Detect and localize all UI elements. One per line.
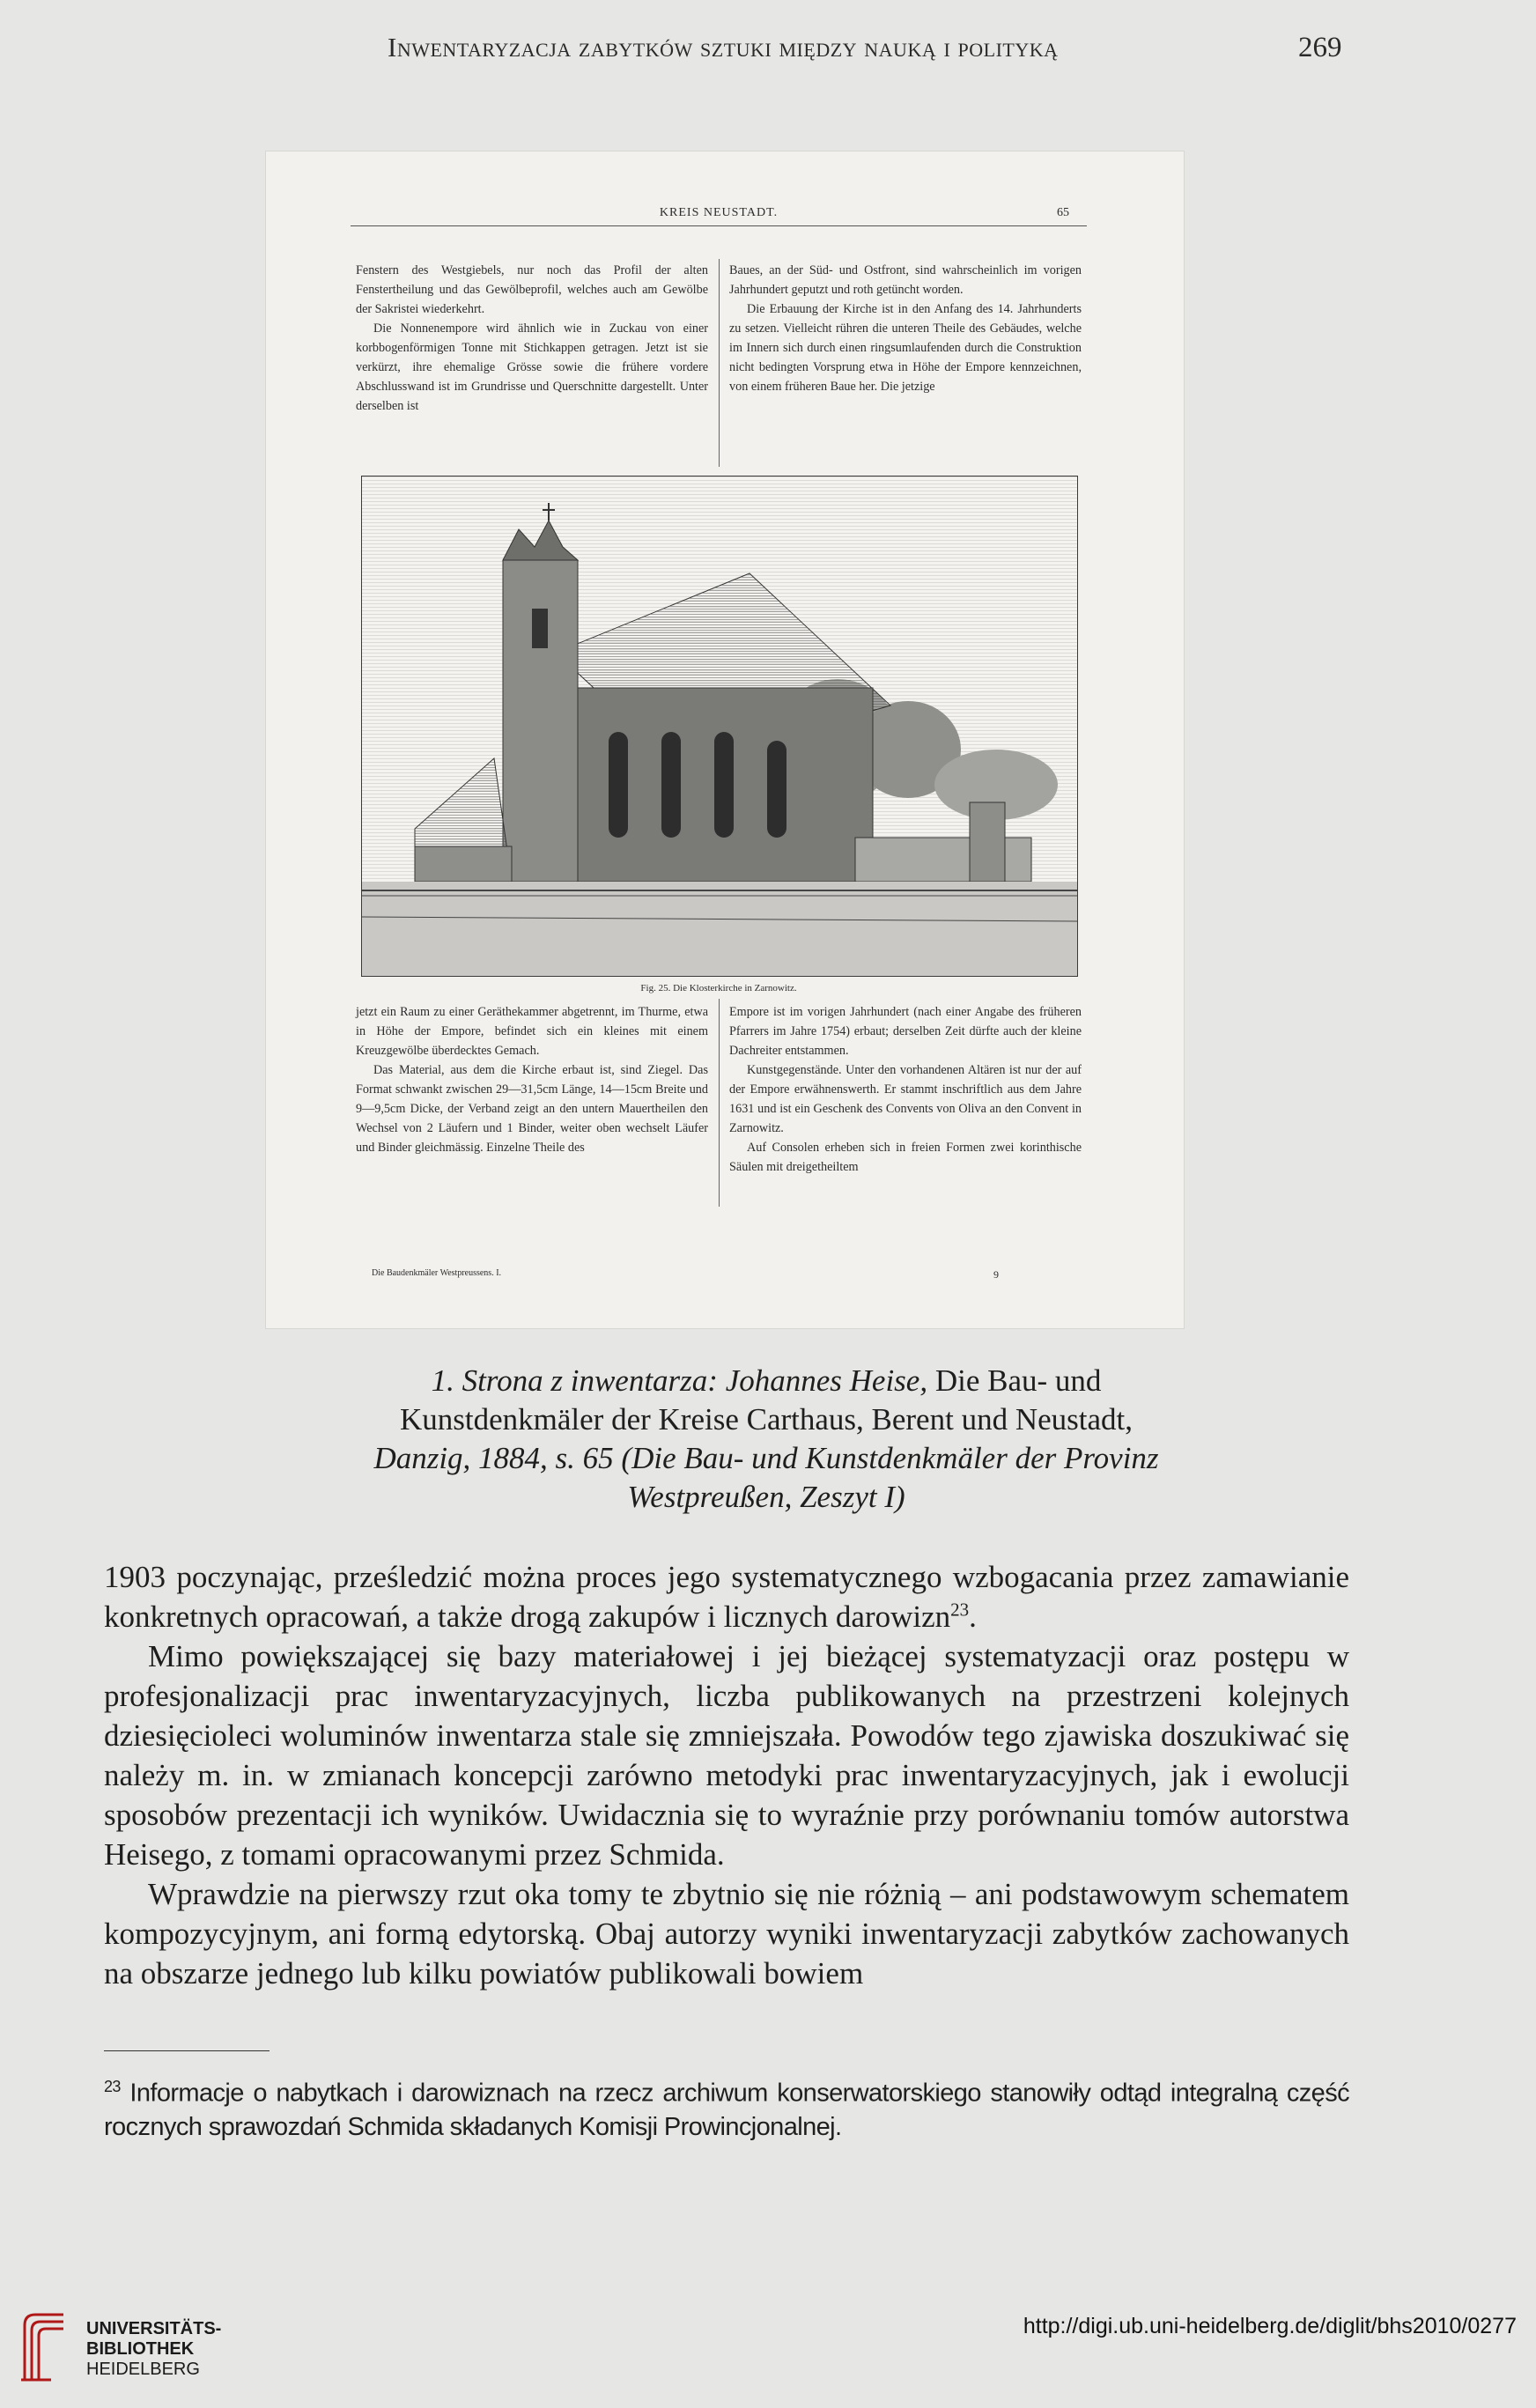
scan-paragraph: Das Material, aus dem die Kirche erbaut ist, sind Ziegel. Das Format schwankt zwischen 29—31,5cm Länge, 14—15cm Breite und 9—9,5cm Dicke, der Verband zeigt an den untern Mauertheilen den Wechsel von 2 Läufern und 1 Binder, weiter oben wechselt Läufer und Binder gleichmässig. Einzelne Theile des [356,1063,708,1155]
scan-footer-left: Die Baudenkmäler Westpreussens. I. [372,1268,502,1278]
main-text [104,1557,1349,1993]
footnote-text: Informacje o nabytkach i darowiznach na rzecz archiwum konserwatorskiego stanowiły odtąd integralną część rocznych sprawozdań Schmida składanych Komisji Prowincjonalnej. [104,2079,1349,2141]
caption-line2: Kunstdenkmäler der Kreise Carthaus, Berent und Neustadt, [400,1402,1133,1437]
footnote [104,2070,1349,2144]
scan-top-right-column [729,261,1082,396]
paragraph-3: Wprawdzie na pierwszy rzut oka tomy te zbytnio się nie różnią – ani podstawowym schematem kompozycyjnym, ani formą edytorską. Obaj autorzy wyniki inwentaryzacji zabytków zachowanych na obszarze jednego lub kilku powiatów publikowali bowiem [104,1877,1349,1991]
scan-paragraph: Die Nonnenempore wird ähnlich wie in Zuckau von einer korbbogenförmigen Tonne mit Stichkappen getragen. Jetzt ist sie verkürzt, ihre ehemalige Grösse sowie die frühere vordere Abschlusswand ist im Grundrisse und Querschnitte dargestellt. Unter derselben ist [356,321,708,413]
caption-line1-italic: 1. Strona z inwentarza: Johannes Heise, [431,1363,928,1398]
scan-paragraph: Auf Consolen erheben sich in freien Formen zwei korinthische Säulen mit dreigetheiltem [729,1141,1082,1174]
library-line2: BIBLIOTHEK [86,2339,195,2359]
scan-paragraph: Empore ist im vorigen Jahrhundert (nach einer Angabe des früheren Pfarrers im Jahre 1754) erbaut; derselben Zeit dürfte auch der kleine Dachreiter entstammen. [729,1005,1082,1058]
column-divider [719,999,720,1207]
scan-bottom-left-column [356,1002,708,1157]
footnote-rule [104,2050,270,2051]
source-url[interactable]: http://digi.ub.uni-heidelberg.de/diglit/bhs2010/0277 [1023,2314,1517,2338]
paragraph-1-end: . [969,1599,977,1634]
church-engraving [361,476,1078,977]
scanned-page-image [266,151,1184,1328]
paragraph-1-text: 1903 poczynając, prześledzić można proces jego systematycznego wzbogacania przez zamawianie konkretnych opracowań, a także drogą zakupów i licznych darowizn [104,1560,1349,1634]
footnote-ref[interactable]: 23 [950,1599,970,1621]
library-logo-icon [16,2309,67,2383]
footnote-number: 23 [104,2078,121,2095]
scan-paragraph: Kunstgegenstände. Unter den vorhandenen Altären ist nur der auf der Empore erwähnenswerth. Er stammt inschriftlich aus dem Jahre 1631 und ist ein Geschenk des Convents von Oliva an den Convent in Zarnowitz. [729,1063,1082,1135]
caption-line1-plain: Die Bau- und [927,1363,1102,1398]
scan-paragraph: Die Erbauung der Kirche ist in den Anfang des 14. Jahrhunderts zu setzen. Vielleicht rühren die unteren Theile des Gebäudes, welche im Innern sich durch einen ringsumlaufenden durch die Construktion nicht bedingten Vorsprung etwa in Höhe der Empore kennzeichnen, von einem früheren Baue her. Die jetzige [729,302,1082,394]
column-divider [719,259,720,467]
library-name [86,2319,221,2380]
library-line1: UNIVERSITÄTS- [86,2319,222,2338]
scan-footer-right: 9 [993,1268,999,1281]
paragraph [104,1557,1349,1636]
paragraph-2: Mimo powiększającej się bazy materiałowej i jej bieżącej systematyzacji oraz postępu w profesjonalizacji prac inwentaryzacyjnych, liczba publikowanych na przestrzeni kolejnych dziesięcioleci woluminów inwentarza stale się zmniejszała. Powodów tego zjawiska doszukiwać się należy m. in. w zmianach koncepcji zarówno metodyki prac inwentaryzacyjnych, jak i ewolucji sposobów prezentacji ich wyników. Uwidacznia się to wyraźnie przy porównaniu tomów autorstwa Heisego, z tomami opracowanymi przez Schmida. [104,1639,1349,1872]
library-line3: HEIDELBERG [86,2360,200,2379]
scan-header-title: KREIS NEUSTADT. [659,206,779,219]
scan-top-left-column [356,261,708,416]
scan-paragraph: jetzt ein Raum zu einer Geräthekammer abgetrennt, im Thurme, etwa in Höhe der Empore, befindet sich ein kleines mit einem Kreuzgewölbe überdecktes Gemach. [356,1005,708,1058]
scan-paragraph: Baues, an der Süd- und Ostfront, sind wahrscheinlich im vorigen Jahrhundert geputzt und roth getüncht worden. [729,263,1082,297]
caption-line4: Westpreußen, Zeszyt I) [627,1480,905,1514]
scan-bottom-right-column [729,1002,1082,1177]
scan-paragraph: Fenstern des Westgiebels, nur noch das Profil der alten Fenstertheilung und das Gewölbeprofil, welches auch am Gewölbe der Sakristei wiederkehrt. [356,263,708,316]
scan-header-page: 65 [1057,206,1069,219]
running-head: Inwentaryzacja zabytków sztuki między nauką i polityką [388,32,1059,63]
caption-line3: Danzig, 1884, s. 65 (Die Bau- und Kunstdenkmäler der Provinz [373,1441,1159,1475]
church-engraving-drawing [362,476,1077,976]
scan-figure-caption: Fig. 25. Die Klosterkirche in Zarnowitz. [640,983,797,993]
page-number: 269 [1298,32,1342,63]
scan-header [351,204,1087,226]
figure-caption [159,1362,1374,1517]
